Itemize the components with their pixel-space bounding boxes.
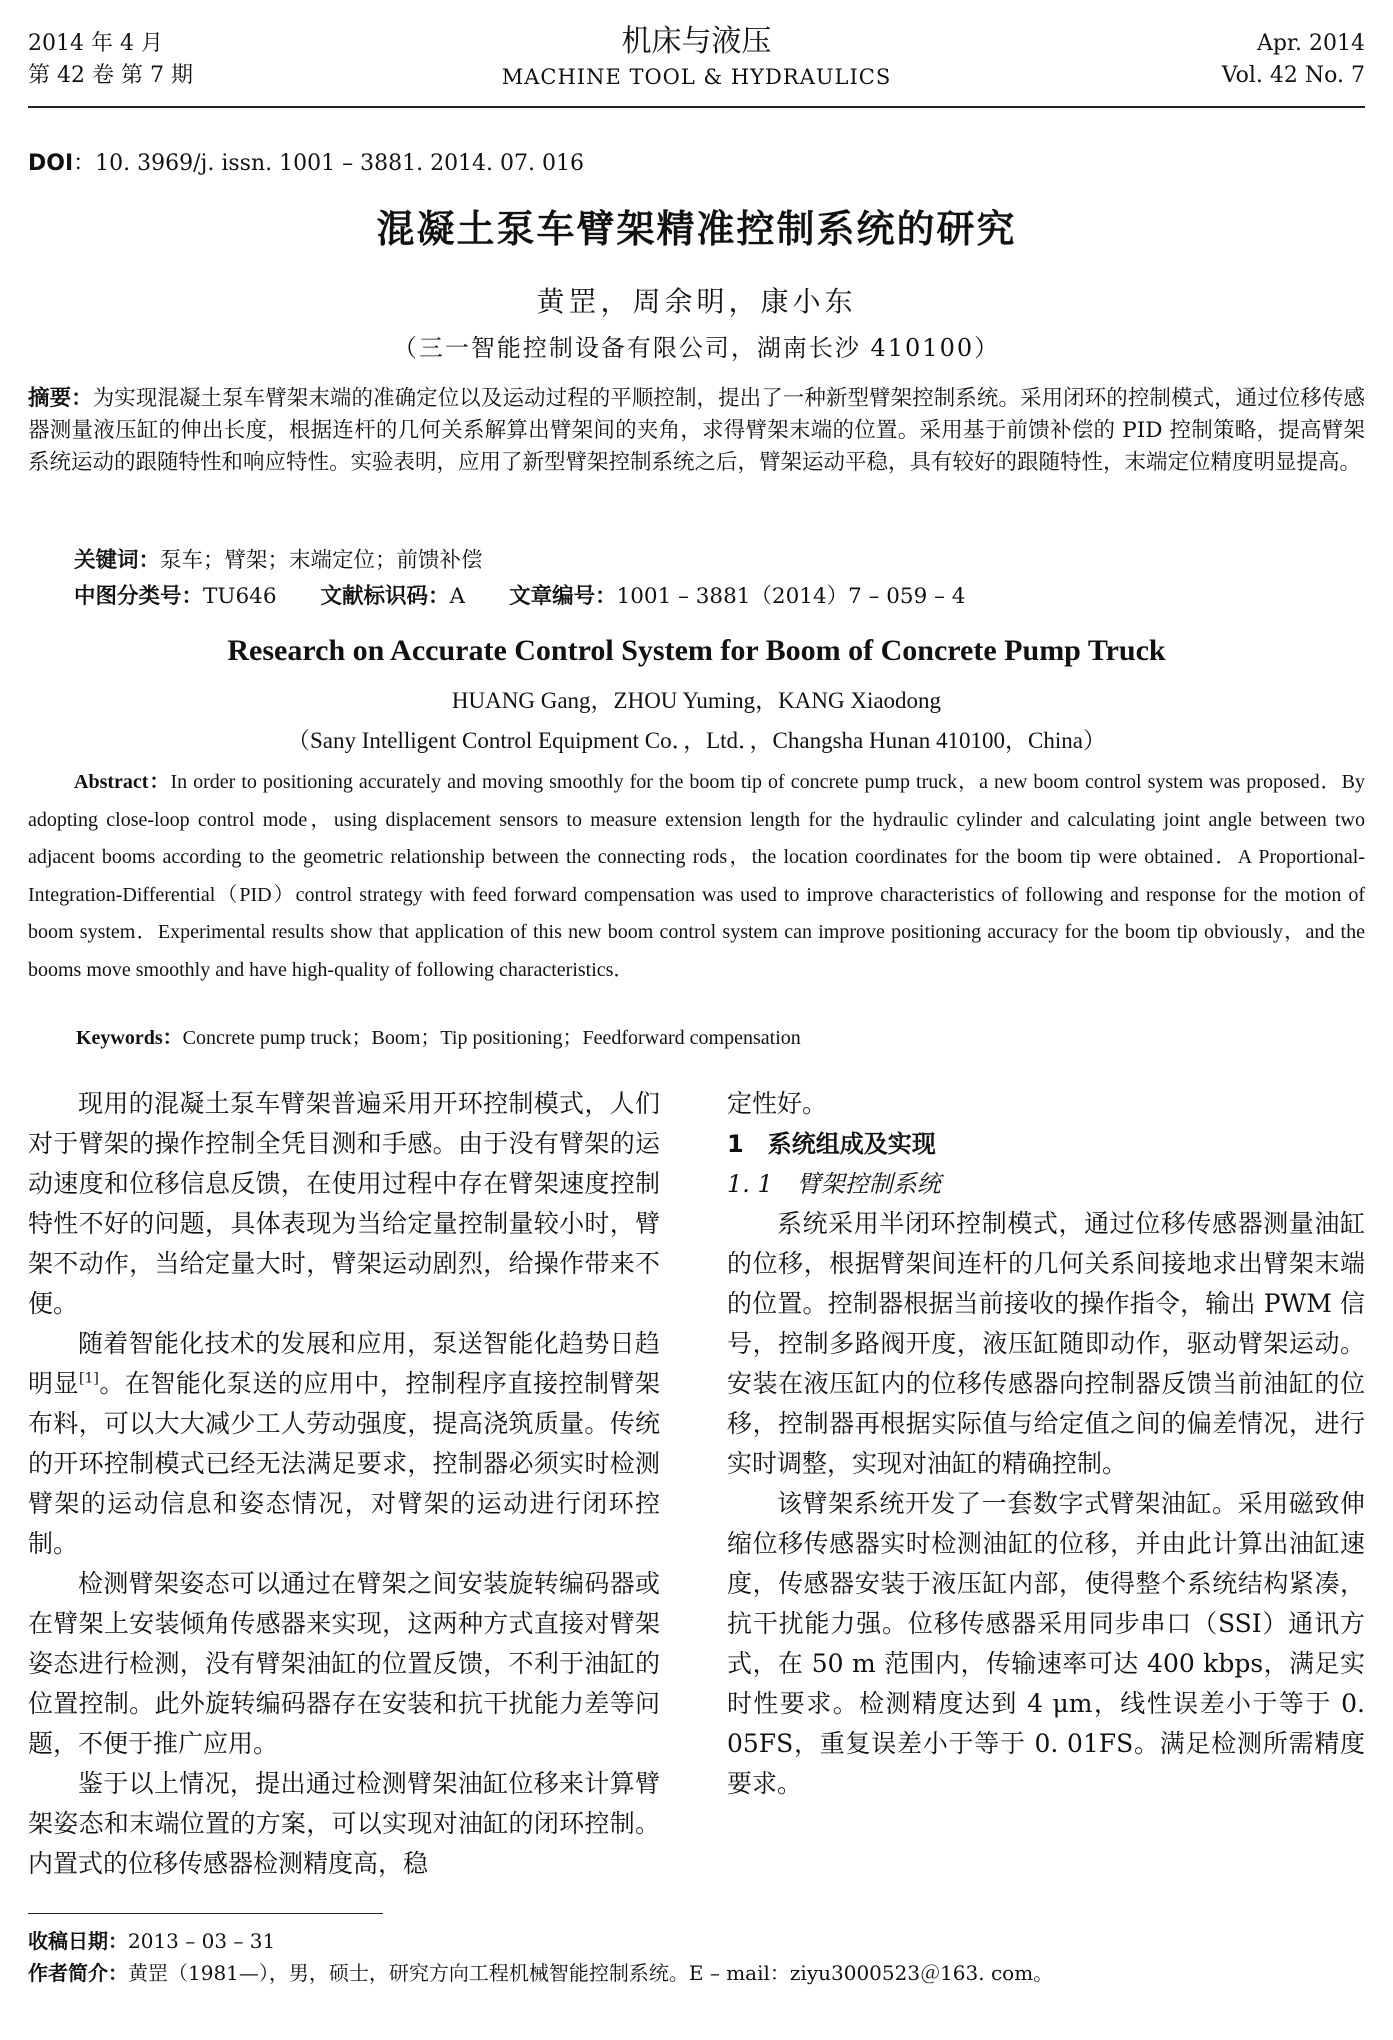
authors-en: HUANG Gang，ZHOU Yuming，KANG Xiaodong: [451, 688, 942, 713]
affiliation-cn: （三一智能控制设备有限公司，湖南长沙 410100）: [392, 334, 1001, 362]
journal-name-cn: 机床与液压: [621, 24, 772, 59]
footnote-received: [28, 1926, 275, 1956]
body-paragraph: [28, 1324, 660, 1564]
doi: [28, 146, 584, 177]
author-bio-label: 作者简介：: [28, 1961, 128, 1985]
affiliation-en: （Sany Intelligent Control Equipment Co．，Ltd．，Changsha Hunan 410100，China）: [287, 728, 1106, 753]
body-text: 。在智能化泵送的应用中，控制程序直接控制臂架布料，可以大大减少工人劳动强度，提高浇筑质量。传统的开环控制模式已经无法满足要求，控制器必须实时检测臂架的运动信息和姿态情况，对臂架的运动进行闭环控制。: [28, 1369, 660, 1558]
body-paragraph: 鉴于以上情况，提出通过检测臂架油缸位移来计算臂架姿态和末端位置的方案，可以实现对油缸的闭环控制。内置式的位移传感器检测精度高，稳: [28, 1769, 660, 1878]
clc-value: TU646: [203, 584, 277, 609]
body-right-column: [727, 1084, 1365, 1804]
authors-cn: 黄罡，周余明，康小东: [536, 285, 857, 318]
paper-title-en: Research on Accurate Control System for Boom of Concrete Pump Truck: [227, 634, 1166, 667]
doc-code-value: A: [449, 584, 466, 609]
body-paragraph-continued: 定性好。: [727, 1089, 828, 1118]
issue-date-en: Apr. 2014: [1256, 31, 1365, 56]
received-date: 2013 – 03 – 31: [128, 1929, 276, 1953]
clc-label: 中图分类号：: [74, 584, 204, 609]
footnote-rule: [28, 1913, 383, 1914]
keywords-en-text: Concrete pump truck；Boom；Tip positioning；Feedforward compensation: [182, 1027, 801, 1049]
keywords-cn: [74, 545, 483, 577]
doc-code-label: 文献标识码：: [320, 584, 450, 609]
article-no-label: 文章编号：: [509, 584, 617, 609]
abstract-en-text: In order to positioning accurately and moving smoothly for the boom tip of concrete pump truck，a new boom control system was proposed．By adopting close-loop control mode，using displacement sensors to measure extension length for the hydraulic cylinder and calculating joint angle between two adjacent booms according to the geometric relationship between the connecting rods，the location coordinates for the boom tip were obtained．A Proportional-Integration-Differential（PID）control strategy with feed forward compensation was used to improve characteristics of following and response for the motion of boom system．Experimental results show that application of this new boom control system can improve positioning accuracy for the boom tip obviously，and the booms move smoothly and have high-quality of following characteristics．: [28, 771, 1365, 981]
header-rule: [28, 106, 1365, 108]
author-bio: 黄罡（1981—），男，硕士，研究方向工程机械智能控制系统。E – mail：ziyu3000523＠163. com。: [128, 1961, 1054, 1985]
abstract-cn-label: 摘要：: [28, 386, 93, 411]
body-paragraph: 系统采用半闭环控制模式，通过位移传感器测量油缸的位移，根据臂架间连杆的几何关系间接地求出臂架末端的位置。控制器根据当前接收的操作指令，输出 PWM 信号，控制多路阀开度，液压缸随即动作，驱动臂架运动。安装在液压缸内的位移传感器向控制器反馈当前油缸的位移，控制器再根据实际值与给定值之间的偏差情况，进行实时调整，实现对油缸的精确控制。: [727, 1209, 1365, 1478]
journal-name: [0, 22, 1393, 92]
footnote-author: [28, 1958, 1053, 1988]
abstract-en-label: Abstract：: [74, 771, 171, 793]
header-right: [1222, 28, 1365, 92]
citation-ref[interactable]: [1]: [79, 1370, 99, 1387]
keywords-en: [76, 1022, 801, 1054]
keywords-en-label: Keywords：: [76, 1027, 183, 1049]
volume-en: Vol. 42 No. 7: [1221, 63, 1365, 88]
doi-value: ：10. 3969/j. issn. 1001 – 3881. 2014. 07. 016: [73, 151, 585, 176]
doi-label: DOI: [28, 151, 74, 176]
abstract-cn: [28, 383, 1365, 479]
journal-name-en: MACHINE TOOL & HYDRAULICS: [501, 65, 892, 89]
issue-date-cn: 2014 年 4 月: [28, 31, 163, 56]
paper-title-cn: 混凝土泵车臂架精准控制系统的研究: [376, 207, 1017, 251]
body-paragraph: 该臂架系统开发了一套数字式臂架油缸。采用磁致伸缩位移传感器实时检测油缸的位移，并由此计算出油缸速度，传感器安装于液压缸内部，使得整个系统结构紧凑，抗干扰能力强。位移传感器采用同步串口（SSI）通讯方式，在 50 m 范围内，传输速率可达 400 kbps，满足实时性要求。检测精度达到 4 μm，线性误差小于等于 0. 05FS，重复误差小于等于 0. 01FS。满足检测所需精度要求。: [727, 1489, 1365, 1798]
abstract-en: [28, 764, 1365, 989]
body-text: 随着智能化技术的发展和应用，泵送智能化趋势日趋明显: [28, 1329, 660, 1398]
article-no-value: 1001 – 3881（2014）7 – 059 – 4: [616, 584, 966, 609]
received-label: 收稿日期：: [28, 1929, 128, 1953]
abstract-cn-text: 为实现混凝土泵车臂架末端的准确定位以及运动过程的平顺控制，提出了一种新型臂架控制系统。采用闭环的控制模式，通过位移传感器测量液压缸的伸出长度，根据连杆的几何关系解算出臂架间的夹角，求得臂架末端的位置。采用基于前馈补偿的 PID 控制策略，提高臂架系统运动的跟随特性和响应特性。实验表明，应用了新型臂架控制系统之后，臂架运动平稳，具有较好的跟随特性，末端定位精度明显提高。: [28, 386, 1365, 475]
subsection-heading: 1. 1 臂架控制系统: [727, 1170, 941, 1198]
section-heading: 1 系统组成及实现: [727, 1130, 936, 1158]
body-paragraph: 检测臂架姿态可以通过在臂架之间安装旋转编码器或在臂架上安装倾角传感器来实现，这两种方式直接对臂架姿态进行检测，没有臂架油缸的位置反馈，不利于油缸的位置控制。此外旋转编码器存在安装和抗干扰能力差等问题，不便于推广应用。: [28, 1569, 660, 1758]
classification-line: [74, 581, 965, 613]
volume-cn: 第 42 卷 第 7 期: [28, 63, 193, 88]
body-paragraph: 现用的混凝土泵车臂架普遍采用开环控制模式，人们对于臂架的操作控制全凭目测和手感。由于没有臂架的运动速度和位移信息反馈，在使用过程中存在臂架速度控制特性不好的问题，具体表现为当给定量控制量较小时，臂架不动作，当给定量大时，臂架运动剧烈，给操作带来不便。: [28, 1089, 660, 1318]
keywords-cn-text: 泵车；臂架；末端定位；前馈补偿: [160, 548, 483, 573]
keywords-cn-label: 关键词：: [74, 548, 161, 573]
body-left-column: [28, 1084, 660, 1884]
